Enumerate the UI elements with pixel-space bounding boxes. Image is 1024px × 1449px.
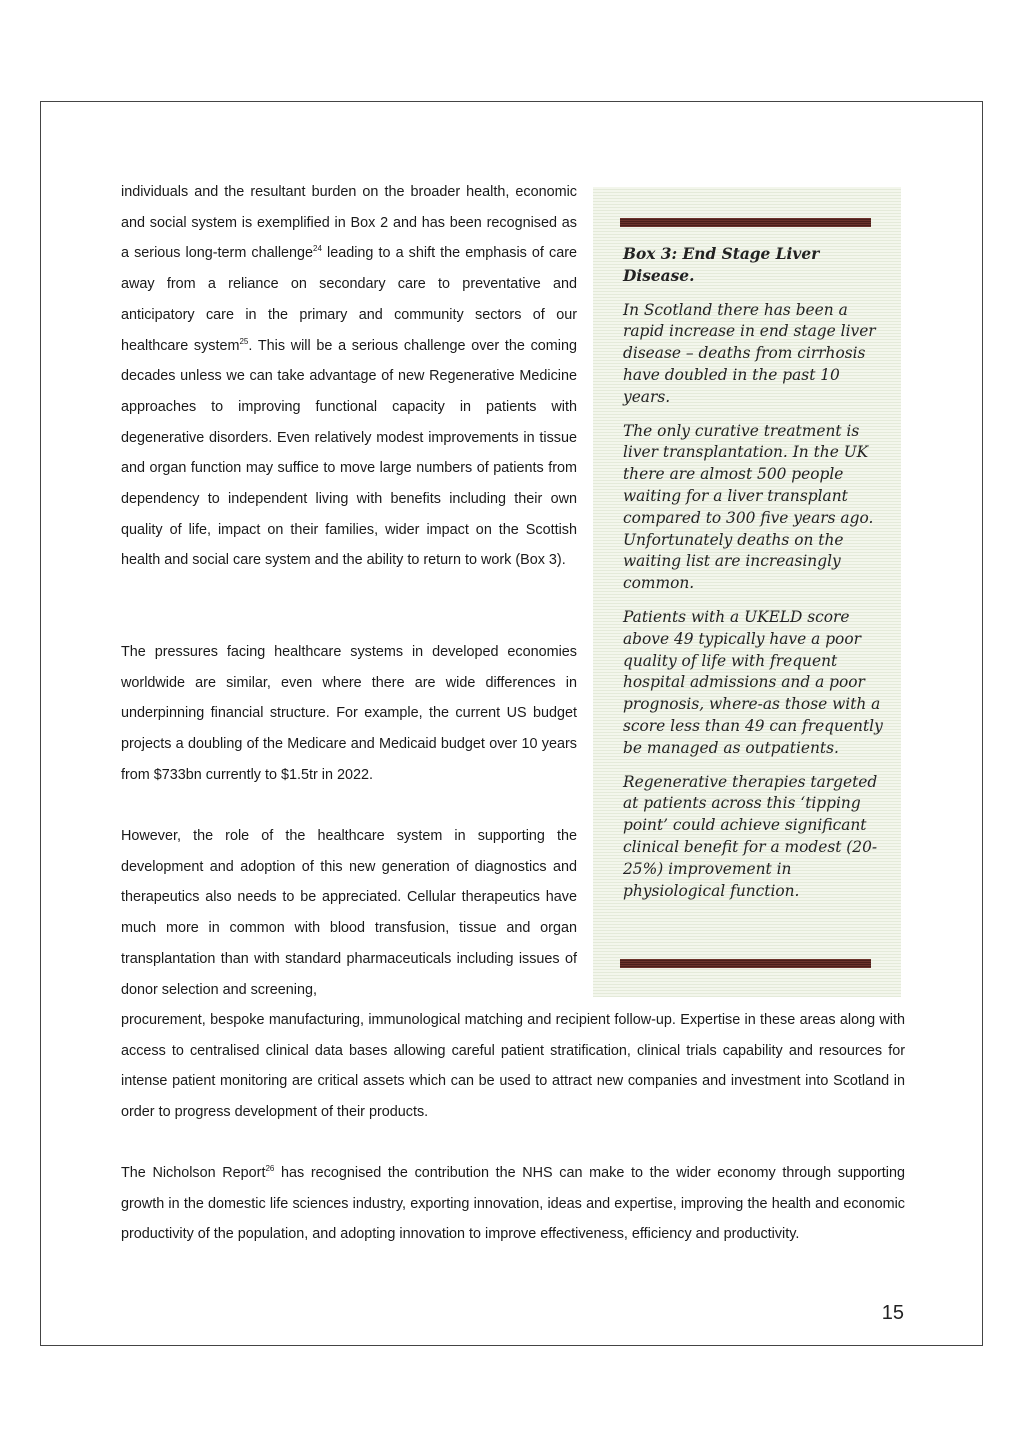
box-top-rule: [620, 218, 871, 227]
footnote-ref-26: 26: [265, 1164, 275, 1174]
paragraph-healthcare-pressures: The pressures facing healthcare systems in developed economies worldwide are similar, even where there are wide differences in underpinning financial structure. For example, the current US budget projects a doubling of the Medicare and Medicaid budget over 10 years from $733bn currently to $1.5tr in 2022.: [121, 644, 577, 783]
paragraph-text: individuals and the resultant burden on the broader health, economic and social system is exemplified in Box 2 and has been recognised as a serious long-term challenge: [121, 184, 577, 262]
paragraph-healthcare-role-column: However, the role of the healthcare system in supporting the development and adoption of this new generation of diagnostics and therapeutics also needs to be appreciated. Cellular therapeutics have much more in common with blood transfusion, tissue and organ transplantation than with standard pharmaceuticals including issues of donor selection and screening,: [121, 828, 577, 998]
box-bottom-rule: [620, 959, 871, 968]
paragraph-text: leading to a shift the emphasis of care away from a reliance on secondary care to preventative and anticipatory care in the primary and community sectors of our healthcare system: [121, 245, 577, 354]
paragraph-text: has recognised the contribution the NHS can make to the wider economy through supporting growth in the domestic life sciences industry, exporting innovation, ideas and expertise, improving the health and economic productivity of the population, and adopting innovation to improve effectiveness, efficiency and productivity.: [121, 1165, 905, 1243]
box3-content: [623, 244, 883, 914]
box3-paragraph: The only curative treatment is liver transplantation. In the UK there are almost 500 people waiting for a liver transplant compared to 300 five years ago. Unfortunately deaths on the waiting list are increasingly common.: [623, 421, 874, 593]
paragraph-healthcare-role-full: procurement, bespoke manufacturing, immunological matching and recipient follow-up. Expertise in these areas along with access to centralised clinical data bases allowing careful patient stratification, clinical trials capability and resources for intense patient monitoring are critical assets which can be used to attract new companies and investment into Scotland in order to progress development of their products.: [121, 1012, 905, 1121]
box3-title: Box 3: End Stage Liver Disease.: [623, 245, 820, 285]
page-number: 15: [881, 1302, 904, 1324]
paragraph-text: . This will be a serious challenge over the coming decades unless we can take advantage of new Regenerative Medicine approaches to improving functional capacity in patients with degenerative disorders. Even relatively modest improvements in tissue and organ function may suffice to move large numbers of patients from dependency to independent living with benefits including their own quality of life, impact on their families, wider impact on the Scottish health and social care system and the ability to return to work (Box 3).: [121, 337, 577, 569]
box3-sidebar: [593, 187, 901, 997]
box3-paragraph: Regenerative therapies targeted at patients across this ‘tipping point’ could achieve significant clinical benefit for a modest (20-25%) improvement in physiological function.: [623, 772, 878, 900]
footnote-ref-24: 24: [313, 244, 322, 254]
paragraph-text: The Nicholson Report: [121, 1165, 266, 1181]
box3-paragraph: In Scotland there has been a rapid increase in end stage liver disease – deaths from cirrhosis have doubled in the past 10 years.: [623, 300, 876, 406]
paragraph-nicholson-report: [121, 1158, 905, 1250]
paragraph-regenerative-impact: [121, 177, 577, 576]
footnote-ref-25: 25: [239, 336, 249, 346]
box3-paragraph: Patients with a UKELD score above 49 typically have a poor quality of life with frequent hospital admissions and a poor prognosis, where-as those with a score less than 49 can frequently be managed as outpatients.: [623, 607, 883, 757]
